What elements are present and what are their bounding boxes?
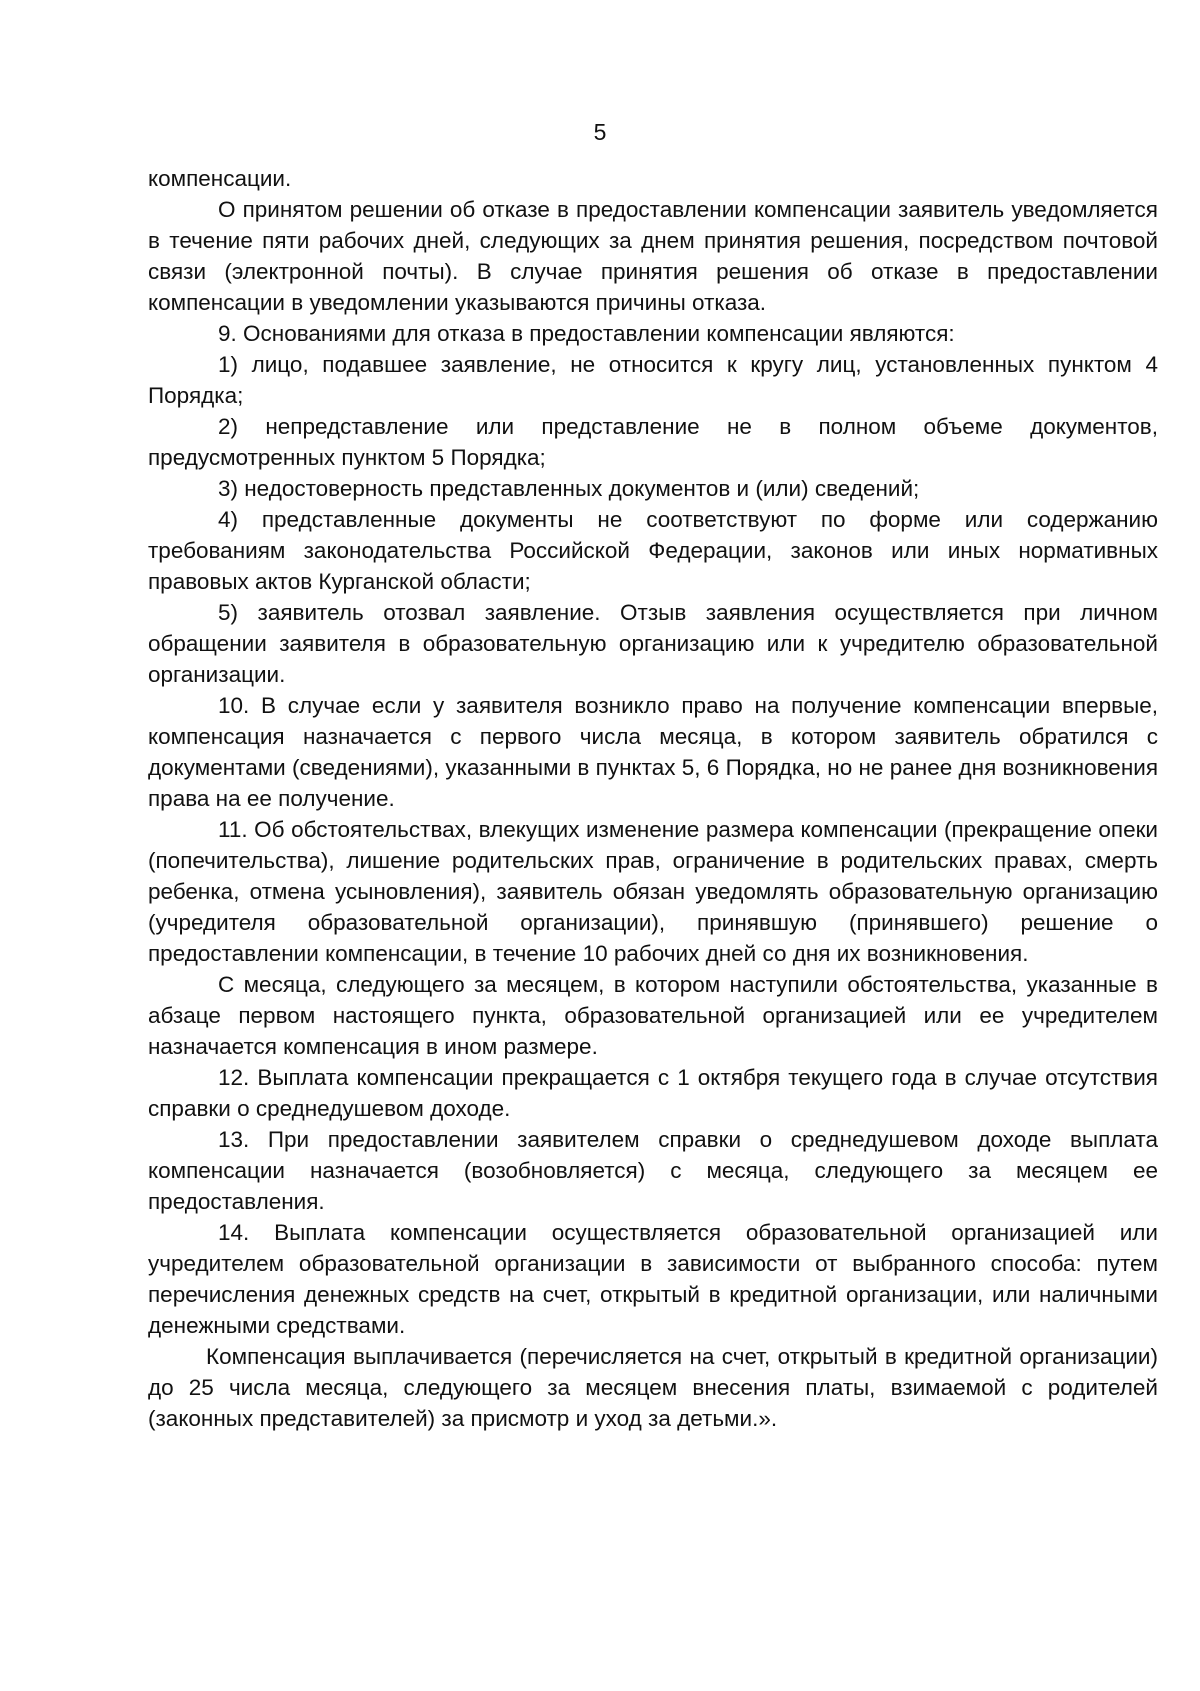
paragraph-refusal-notice: О принятом решении об отказе в предоставлении компенсации заявитель уведомляется в течение пяти рабочих дней, следующих за днем принятия решения, посредством почтовой связи (электронной почты). В случае принятия решения об отказе в предоставлении компенсации в уведомлении указываются причины отказа. xyxy=(148,197,1158,315)
paragraph-continuation: компенсации. xyxy=(148,166,292,191)
paragraph-subitem-3: 3) недостоверность представленных документов и (или) сведений; xyxy=(218,476,920,501)
page-number: 5 xyxy=(593,119,607,145)
paragraph-item-12: 12. Выплата компенсации прекращается с 1 октября текущего года в случае отсутствия справки о среднедушевом доходе. xyxy=(148,1065,1158,1121)
paragraph-subitem-2: 2) непредставление или представление не в полном объеме документов, предусмотренных пунктом 5 Порядка; xyxy=(148,414,1158,470)
document-body xyxy=(148,163,1158,1434)
paragraph-item-11: 11. Об обстоятельствах, влекущих изменение размера компенсации (прекращение опеки (попечительства), лишение родительских прав, ограничение в родительских правах, смерть ребенка, отмена усыновления), заявитель обязан уведомлять образовательную организацию (учредителя образовательной организации), принявшую (принявшего) решение о предоставлении компенсации, в течение 10 рабочих дней со дня их возникновения. xyxy=(148,817,1158,966)
paragraph-item-10: 10. В случае если у заявителя возникло право на получение компенсации впервые, компенсация назначается с первого числа месяца, в котором заявитель обратился с документами (сведениями), указанными в пунктах 5, 6 Порядка, но не ранее дня возникновения права на ее получение. xyxy=(148,693,1158,811)
paragraph-item-13: 13. При предоставлении заявителем справки о среднедушевом доходе выплата компенсации назначается (возобновляется) с месяца, следующего за месяцем ее предоставления. xyxy=(148,1127,1158,1214)
paragraph-item-11-continued: С месяца, следующего за месяцем, в котором наступили обстоятельства, указанные в абзаце первом настоящего пункта, образовательной организацией или ее учредителем назначается компенсация в ином размере. xyxy=(148,972,1158,1059)
paragraph-item-14: 14. Выплата компенсации осуществляется образовательной организацией или учредителем образовательной организации в зависимости от выбранного способа: путем перечисления денежных средств на счет, открытый в кредитной организации, или наличными денежными средствами. xyxy=(148,1220,1158,1338)
paragraph-subitem-4: 4) представленные документы не соответствуют по форме или содержанию требованиям законодательства Российской Федерации, законов или иных нормативных правовых актов Курганской области; xyxy=(148,507,1158,594)
paragraph-subitem-5: 5) заявитель отозвал заявление. Отзыв заявления осуществляется при личном обращении заявителя в образовательную организацию или к учредителю образовательной организации. xyxy=(148,600,1158,687)
paragraph-item-9: 9. Основаниями для отказа в предоставлении компенсации являются: xyxy=(218,321,955,346)
paragraph-payment-deadline: Компенсация выплачивается (перечисляется на счет, открытый в кредитной организации) до 25 числа месяца, следующего за месяцем внесения платы, взимаемой с родителей (законных представителей) за присмотр и уход за детьми.». xyxy=(148,1344,1158,1431)
paragraph-subitem-1: 1) лицо, подавшее заявление, не относится к кругу лиц, установленных пунктом 4 Порядка; xyxy=(148,352,1158,408)
